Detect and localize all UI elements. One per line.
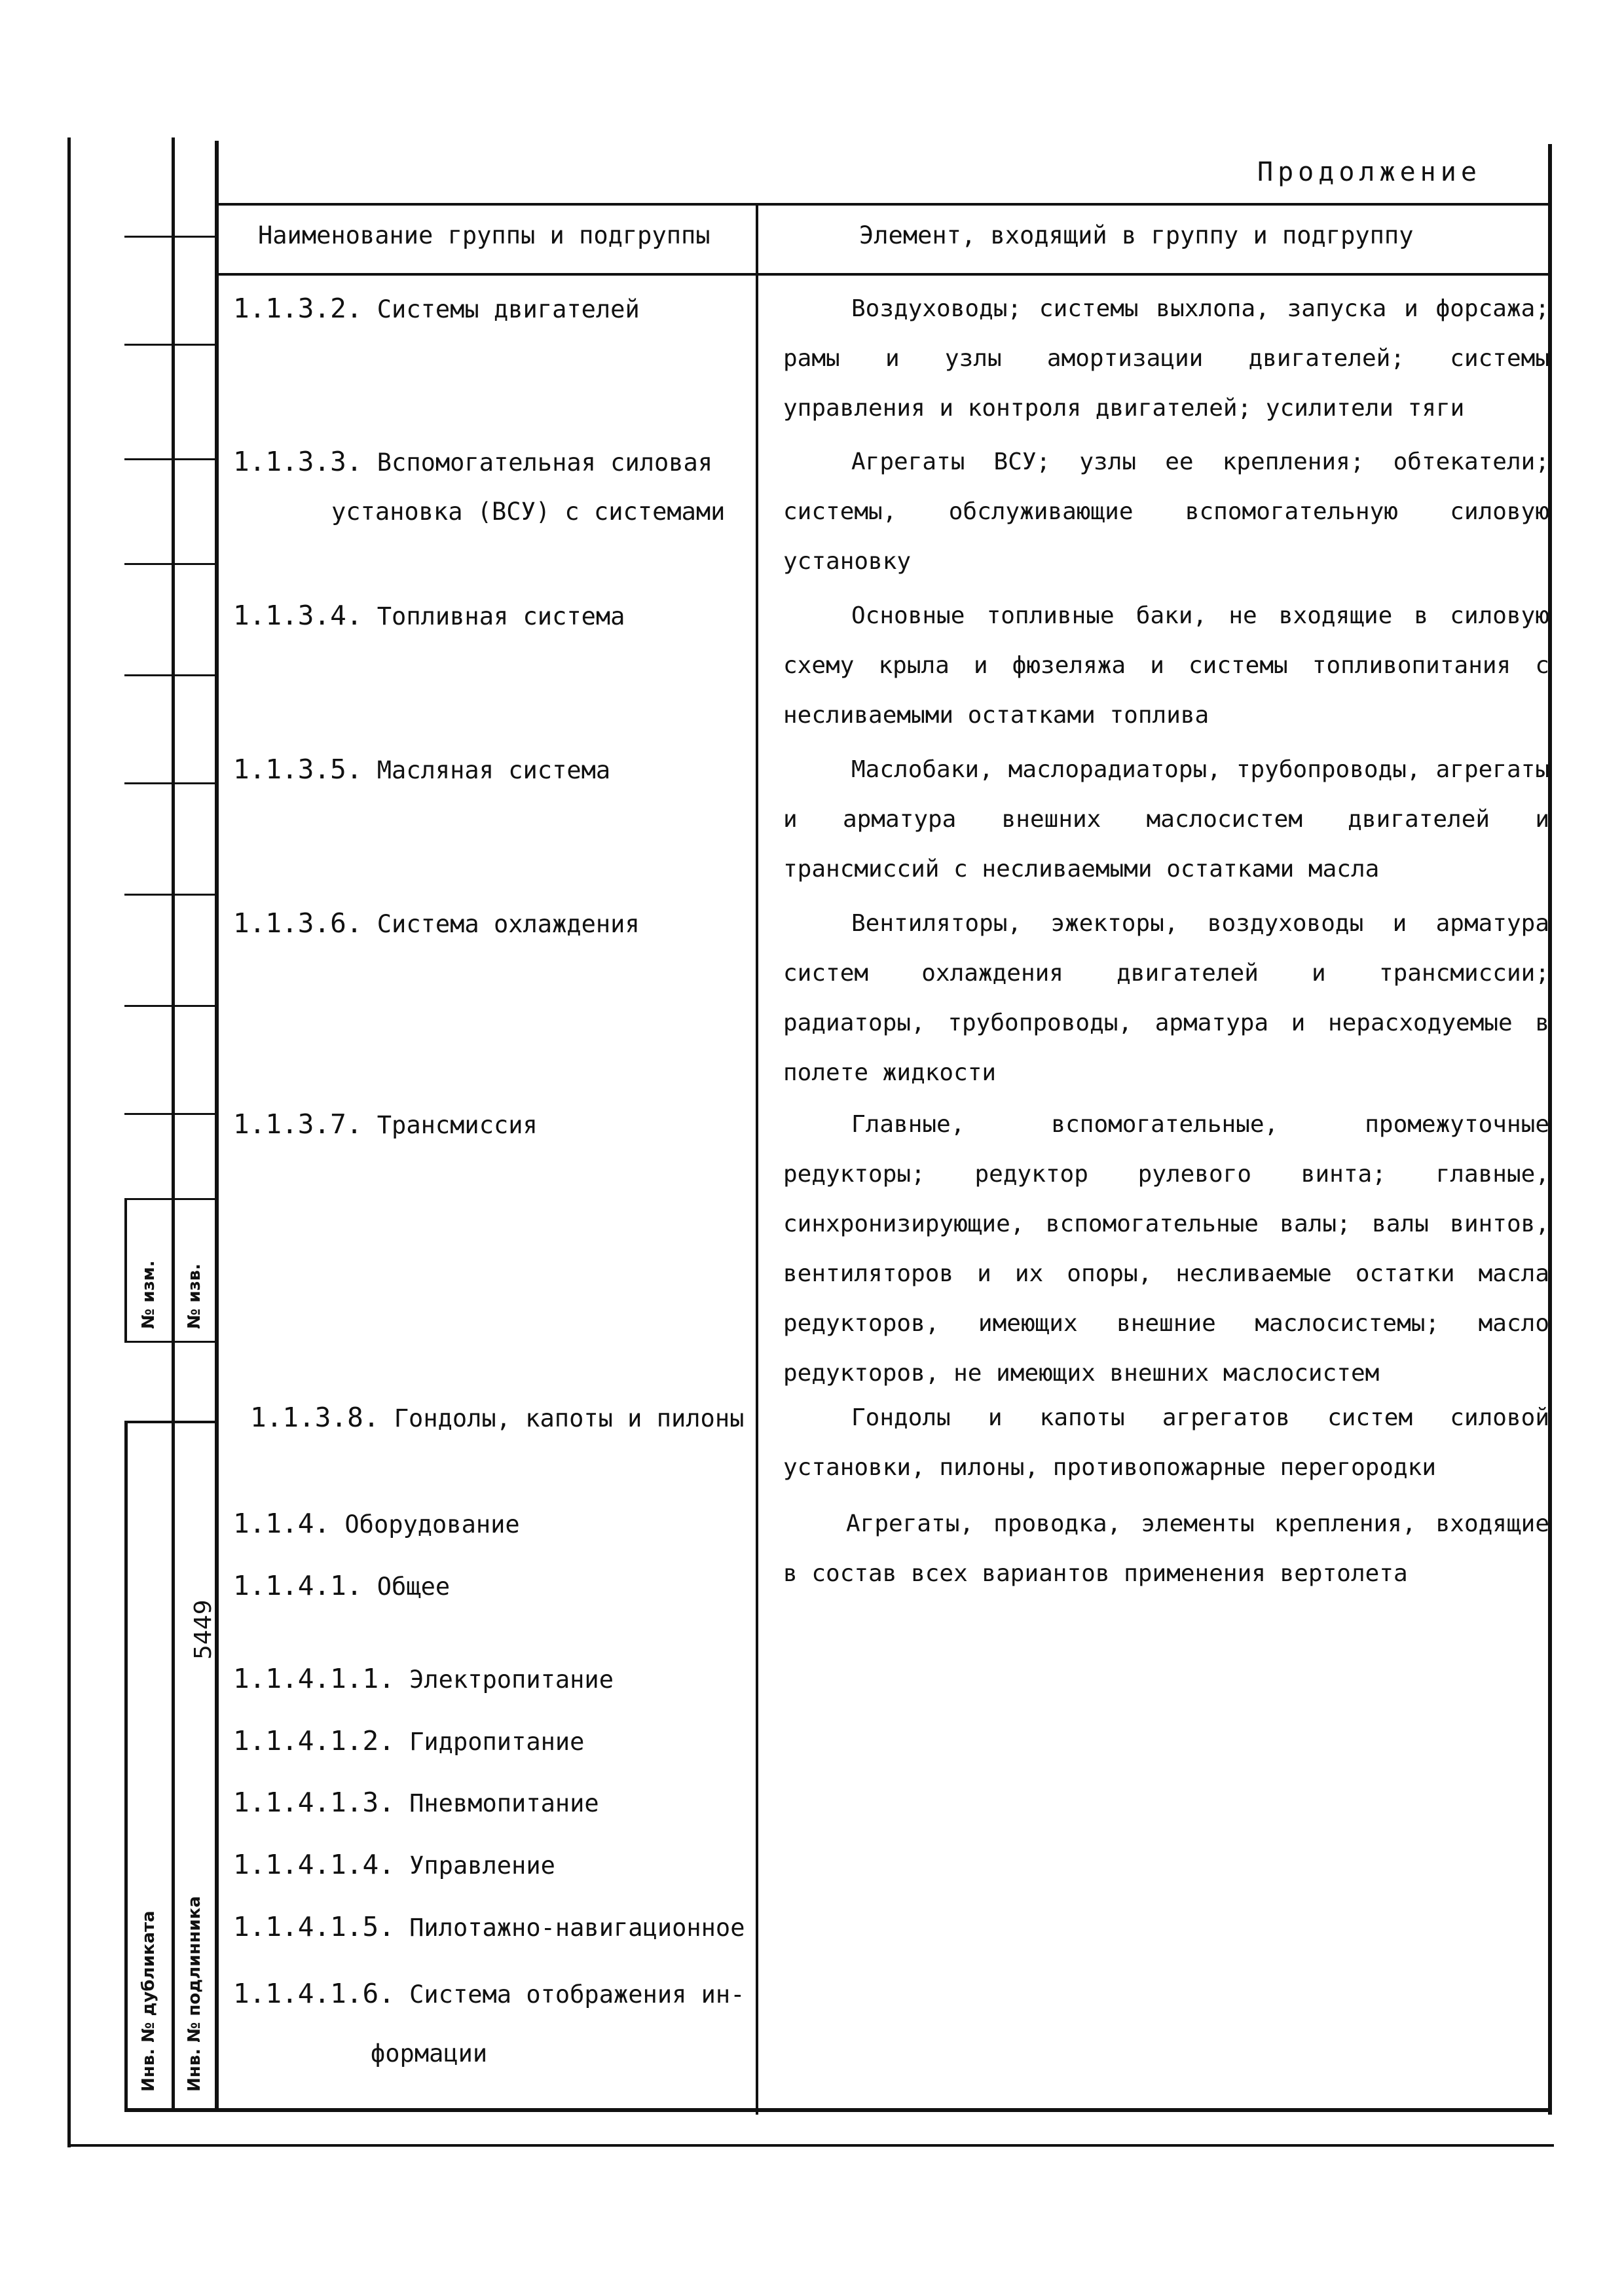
margin-tick (124, 1005, 216, 1007)
equipment-item: 1.1.4.1.1. Электропитание (233, 1663, 614, 1694)
table-row-name: 1.1.3.2. Системы двигателей (233, 293, 640, 324)
margin-tick (124, 344, 216, 346)
margin-tick (124, 1113, 216, 1115)
margin-tick (124, 894, 216, 896)
frame-left-line (67, 137, 71, 2147)
table-bottom-line (124, 2108, 1552, 2112)
table-row-element: Главные, вспомогательные, промежуточные редукторы; редуктор рулевого винта; главные, синхронизирующие, вспомогательные валы; валы винтов, вентиляторов и их опоры, несливаемые остатки масла редукторов, имеющих внешние маслосистемы; масло редукторов, не имеющих внешних маслосистем (783, 1111, 1549, 1387)
table-row-name: 1.1.3.6. Система охлаждения (233, 907, 640, 939)
table-row-element: Агрегаты ВСУ; узлы ее крепления; обтекатели; системы, обслуживающие вспомогательную силовую установку (783, 448, 1549, 575)
equipment-heading: 1.1.4. Оборудование (233, 1508, 520, 1539)
inventory-number: 5449 (190, 1599, 217, 1660)
table-left-line (215, 141, 219, 2108)
table-row-name: 1.1.3.5. Масляная система (233, 754, 611, 785)
margin-tick (124, 458, 216, 460)
equipment-item: 1.1.4.1.6. Система отображения ин- формации (233, 1978, 745, 2068)
table-row-element: Воздуховоды; системы выхлопа, запуска и форсажа; рамы и узлы амортизации двигателей; системы управления и контроля двигателей; усилители тяги (783, 295, 1549, 422)
stamp2-left-line (124, 1421, 128, 2111)
column-header-group-name: Наименование группы и подгруппы (258, 221, 710, 249)
equipment-general-heading: 1.1.4.1. Общее (233, 1570, 451, 1601)
table-row-name: 1.1.3.4. Топливная система (233, 600, 625, 631)
page-bottom-line (67, 2144, 1554, 2147)
margin-tick (124, 674, 216, 676)
table-row-name: 1.1.3.7. Трансмиссия (233, 1108, 538, 1140)
margin-tick (124, 782, 216, 784)
stamp-left-line (124, 1198, 127, 1342)
table-row-name: 1.1.3.8. Гондолы, капоты и пилоны (250, 1402, 745, 1433)
stamp-bottom-line (124, 1341, 216, 1343)
stamp2-mid-line (172, 1421, 175, 2111)
equipment-general-element: Агрегаты, проводка, элементы крепления, входящие в состав всех вариантов применения вертолета (783, 1510, 1549, 1587)
margin-tick (124, 236, 216, 238)
margin-tick (124, 563, 216, 565)
izm-label: № изм. (139, 1260, 158, 1329)
equipment-item: 1.1.4.1.4. Управление (233, 1849, 555, 1880)
equipment-item: 1.1.4.1.2. Гидропитание (233, 1725, 585, 1757)
table-row-element: Вентиляторы, эжекторы, воздуховоды и арматура систем охлаждения двигателей и трансмиссии; радиаторы, трубопроводы, арматура и нерасходуемые в полете жидкости (783, 910, 1549, 1086)
header-top-line (216, 203, 1551, 206)
duplicate-inventory-label: Инв. № дубликата (139, 1910, 158, 2092)
equipment-item: 1.1.4.1.5. Пилотажно-навигационное (233, 1911, 745, 1942)
equipment-item: 1.1.4.1.3. Пневмопитание (233, 1787, 599, 1818)
continuation-label: Продолжение (1257, 157, 1481, 187)
izv-label: № изв. (185, 1264, 204, 1329)
stamp2-top-line (124, 1421, 216, 1423)
table-row-name: 1.1.3.3. Вспомогательная силовая установка (ВСУ) с системами (233, 446, 726, 526)
table-row-element: Маслобаки, маслорадиаторы, трубопроводы, агрегаты и арматура внешних маслосистем двигателей и трансмиссий с несливаемыми остатками масла (783, 756, 1549, 883)
header-bottom-line (216, 273, 1551, 276)
original-inventory-label: Инв. № подлинника (185, 1896, 204, 2092)
column-header-element: Элемент, входящий в группу и подгруппу (859, 221, 1414, 249)
stamp-top-line (124, 1198, 216, 1200)
table-row-element: Основные топливные баки, не входящие в силовую схему крыла и фюзеляжа и системы топливопитания с несливаемыми остатками топлива (783, 602, 1549, 729)
table-row-element: Гондолы и капоты агрегатов систем силовой установки, пилоны, противопожарные перегородки (783, 1404, 1549, 1481)
